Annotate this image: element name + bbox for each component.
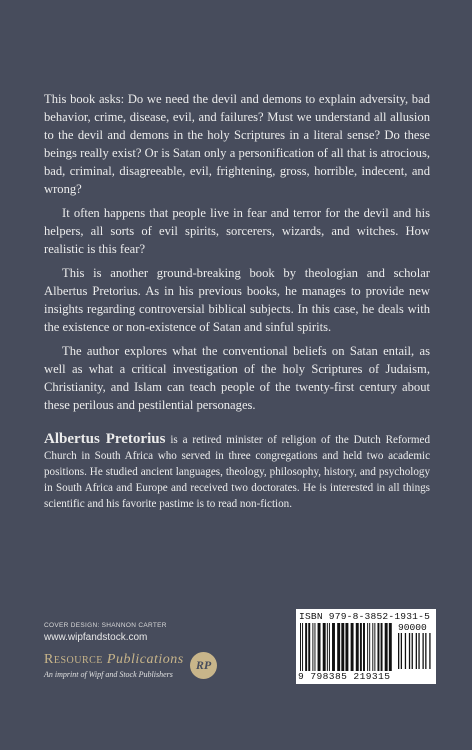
ean-digits: 9 798385 219315 (298, 671, 391, 682)
publisher-imprint: An imprint of Wipf and Stock Publishers (44, 670, 173, 679)
isbn-text: ISBN 979-8-3852-1931-5 (299, 611, 431, 622)
isbn-barcode (296, 609, 436, 684)
publisher-logo-icon: RP (190, 652, 217, 679)
blurb-paragraph-4: The author explores what the conventional beliefs on Satan entail, as well as what a critical investigation of the holy Scriptures of Judaism, Christianity, and Islam can teach people of the twenty-first century about these perilous and pestilential personages. (44, 344, 430, 412)
price-barcode-bars (398, 633, 432, 669)
cover-design-credit: COVER DESIGN: SHANNON CARTER (44, 622, 167, 629)
author-name: Albertus Pretorius (44, 431, 166, 447)
author-bio-text: is a retired minister of religion of the Dutch Reformed Church in South Africa who served in three congregations and held two academic positions. He studied ancient languages, theology, philosophy, history, and psychology in South Africa and Europe and received two doctorates. He is interested in all things scientific and his favorite pastime is to read non-fiction. (44, 434, 431, 510)
ean-barcode-bars (300, 623, 394, 671)
publisher-name-part1: Resource (44, 652, 103, 667)
publisher-name (44, 652, 184, 668)
back-cover-blurb (44, 90, 430, 420)
blurb-paragraph-3: This is another ground-breaking book by theologian and scholar Albertus Pretorius. As in his previous books, he manages to provide new insights regarding controversial biblical subjects. In this case, he deals with the existence or non-existence of Satan and sinful spirits. (44, 266, 430, 334)
publisher-name-part2: Publications (106, 652, 184, 667)
blurb-paragraph-1: This book asks: Do we need the devil and demons to explain adversity, bad behavior, crime, disease, evil, and failures? Must we understand all allusion to the devil and demons in the holy Scriptures in a literal sense? Do these beings really exist? Or is Satan only a personification of all that is atrocious, bad, criminal, disagreeable, evil, frightening, gross, horrible, indecent, and wrong? (44, 92, 430, 196)
blurb-paragraph-2: It often happens that people live in fear and terror for the devil and his helpers, all sorts of evil spirits, sorcerers, wizards, and witches. How realistic is this fear? (44, 206, 430, 256)
author-bio (44, 431, 430, 512)
price-code: 90000 (398, 622, 427, 633)
publisher-url: www.wipfandstock.com (44, 632, 148, 643)
